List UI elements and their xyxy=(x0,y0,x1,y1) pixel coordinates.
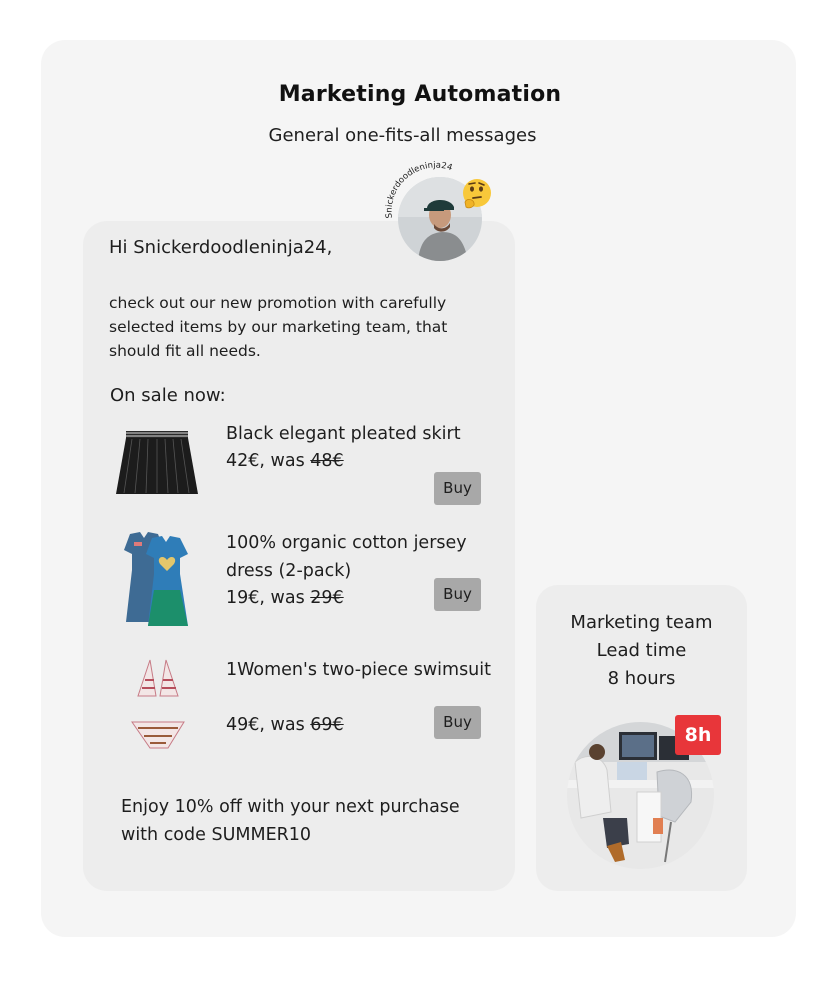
greeting-text: Hi Snickerdoodleninja24, xyxy=(109,237,333,258)
old-price: 29€ xyxy=(310,588,344,608)
lead-time-value: 8 hours xyxy=(607,668,676,689)
sale-heading: On sale now: xyxy=(110,385,226,406)
jersey-dress-icon xyxy=(118,530,194,630)
buy-button[interactable]: Buy xyxy=(434,578,481,611)
product-price: 49€, was 69€ xyxy=(226,715,344,735)
product-name: Black elegant pleated skirt xyxy=(226,424,461,444)
pleated-skirt-icon xyxy=(114,428,200,498)
old-price: 48€ xyxy=(310,451,344,471)
lead-time-label: Lead time xyxy=(596,640,687,661)
product-name: 1Women's two-piece swimsuit xyxy=(226,660,491,680)
promo-text: Enjoy 10% off with your next purchase with code SUMMER10 xyxy=(121,797,460,845)
product-name: 100% organic cotton jersey dress (2-pack) xyxy=(226,533,467,581)
buy-button[interactable]: Buy xyxy=(434,706,481,739)
page-title: Marketing Automation xyxy=(278,82,562,107)
message-body: check out our new promotion with carefully selected items by our marketing team, that should fit all needs. xyxy=(109,294,448,360)
page-subtitle: General one-fits-all messages xyxy=(268,125,537,146)
buy-button[interactable]: Buy xyxy=(434,472,481,505)
product-price: 19€, was 29€ xyxy=(226,588,344,608)
product-price: 42€, was 48€ xyxy=(226,451,344,471)
lead-time-text xyxy=(536,609,747,693)
swimsuit-icon xyxy=(128,656,188,756)
svg-text:Snickerdoodleninja24: Snickerdoodleninja24 xyxy=(384,160,454,219)
old-price: 69€ xyxy=(310,715,344,735)
thinking-face-icon xyxy=(461,178,493,210)
lead-time-team: Marketing team xyxy=(570,612,713,633)
lead-time-badge: 8h xyxy=(675,715,721,755)
